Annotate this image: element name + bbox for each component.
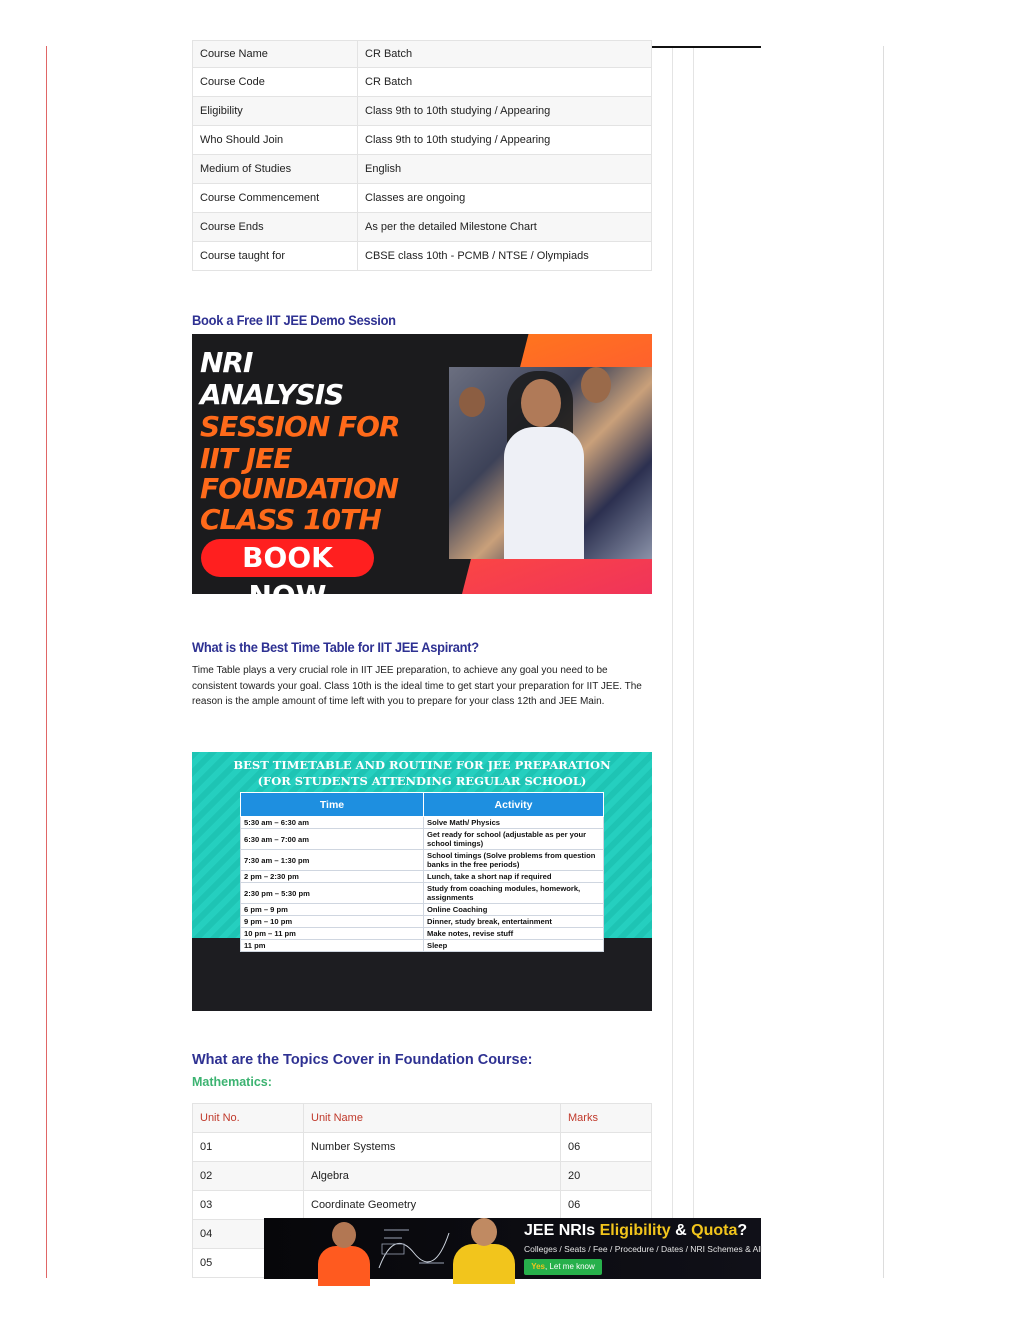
course-info-row <box>193 97 652 126</box>
unit-no: 02 <box>193 1162 304 1191</box>
unit-no: 03 <box>193 1191 304 1220</box>
timetable-time: 6:30 am – 7:00 am <box>241 829 424 850</box>
math-unit-row <box>193 1162 652 1191</box>
jee-nri-ad[interactable] <box>264 1218 761 1279</box>
timetable-row <box>241 916 604 928</box>
course-info-label: Course Commencement <box>193 184 358 213</box>
timetable-activity: Solve Math/ Physics <box>424 817 604 829</box>
banner-line-3: SESSION FOR <box>200 410 400 443</box>
page-right-rule <box>883 46 884 1278</box>
course-info-value: CR Batch <box>358 68 652 97</box>
timetable-time: 5:30 am – 6:30 am <box>241 817 424 829</box>
timetable-paragraph: Time Table plays a very crucial role in IIT JEE preparation, to achieve any goal you need to be consistent towards your goal. Class 10th is the ideal time to get start your preparation for IIT JEE. The reason is the ample amount of time left with you to prepare for your class 12th and JEE Main. <box>192 665 642 707</box>
banner-line-6: CLASS 10TH <box>200 503 381 536</box>
ad-person-right <box>449 1218 519 1279</box>
timetable-activity: Dinner, study break, entertainment <box>424 916 604 928</box>
students-photo <box>449 367 652 559</box>
timetable-row <box>241 871 604 883</box>
banner-line-5: FOUNDATION <box>200 472 399 505</box>
course-info-row <box>193 155 652 184</box>
course-info-label: Course Name <box>193 41 358 68</box>
timetable-table <box>240 792 604 952</box>
timetable-row <box>241 883 604 904</box>
ad-person-left <box>314 1222 374 1279</box>
topics-heading: What are the Topics Cover in Foundation Course: <box>192 1052 533 1068</box>
timetable-row <box>241 928 604 940</box>
ad-headline: JEE NRIs Eligibility & Quota? <box>524 1222 748 1239</box>
timetable-col-activity: Activity <box>424 793 604 817</box>
timetable-row <box>241 850 604 871</box>
course-info-label: Medium of Studies <box>193 155 358 184</box>
timetable-activity: Study from coaching modules, homework, assignments <box>424 883 604 904</box>
timetable-row <box>241 940 604 952</box>
timetable-time: 2:30 pm – 5:30 pm <box>241 883 424 904</box>
course-info-label: Who Should Join <box>193 126 358 155</box>
course-info-row <box>193 41 652 68</box>
timetable-image <box>192 752 652 1011</box>
unit-name: Number Systems <box>304 1133 561 1162</box>
timetable-time: 10 pm – 11 pm <box>241 928 424 940</box>
demo-banner[interactable] <box>192 334 652 612</box>
timetable-heading: What is the Best Time Table for IIT JEE Aspirant? <box>192 639 479 655</box>
banner-line-1: NRI <box>200 346 253 379</box>
sidebar-gutter <box>672 46 694 1278</box>
unit-no: 01 <box>193 1133 304 1162</box>
banner-line-2: ANALYSIS <box>200 378 344 411</box>
ad-cta-button[interactable]: Yes, Let me know <box>524 1259 602 1275</box>
timetable-time: 9 pm – 10 pm <box>241 916 424 928</box>
timetable-activity: Sleep <box>424 940 604 952</box>
timetable-time: 11 pm <box>241 940 424 952</box>
course-info-value: CBSE class 10th - PCMB / NTSE / Olympiads <box>358 242 652 271</box>
timetable-row <box>241 829 604 850</box>
timetable-row <box>241 904 604 916</box>
course-info-row <box>193 126 652 155</box>
ad-subtext: Colleges / Seats / Fee / Procedure / Dates / NRI Schemes & All <box>524 1244 763 1254</box>
course-info-value: As per the detailed Milestone Chart <box>358 213 652 242</box>
course-info-row <box>193 68 652 97</box>
book-now-button[interactable]: BOOK NOW <box>201 539 374 577</box>
course-info-value: CR Batch <box>358 41 652 68</box>
course-info-row <box>193 213 652 242</box>
unit-no: 05 <box>193 1249 304 1278</box>
course-info-row <box>193 184 652 213</box>
course-info-label: Course Code <box>193 68 358 97</box>
course-info-label: Course taught for <box>193 242 358 271</box>
timetable-row <box>241 817 604 829</box>
course-info <box>192 40 652 271</box>
unit-name: Algebra <box>304 1162 561 1191</box>
timetable-time: 6 pm – 9 pm <box>241 904 424 916</box>
ad-formula-board <box>374 1218 454 1279</box>
unit-no: 04 <box>193 1220 304 1249</box>
timetable-col-time: Time <box>241 793 424 817</box>
timetable-activity: School timings (Solve problems from question banks in the free periods) <box>424 850 604 871</box>
math-unit-row <box>193 1133 652 1162</box>
col-unit-no: Unit No. <box>193 1104 304 1133</box>
course-info-row <box>193 242 652 271</box>
timetable-activity: Make notes, revise stuff <box>424 928 604 940</box>
course-info-label: Course Ends <box>193 213 358 242</box>
banner-line-4: IIT JEE <box>200 442 292 475</box>
demo-heading: Book a Free IIT JEE Demo Session <box>192 312 396 328</box>
timetable-time: 7:30 am – 1:30 pm <box>241 850 424 871</box>
unit-name: Coordinate Geometry <box>304 1191 561 1220</box>
timetable-activity: Lunch, take a short nap if required <box>424 871 604 883</box>
page-left-rule <box>46 46 47 1278</box>
unit-marks: 06 <box>561 1133 652 1162</box>
course-info-value: Class 9th to 10th studying / Appearing <box>358 97 652 126</box>
course-info-value: Class 9th to 10th studying / Appearing <box>358 126 652 155</box>
course-info-value: English <box>358 155 652 184</box>
timetable-activity: Online Coaching <box>424 904 604 916</box>
course-info-value: Classes are ongoing <box>358 184 652 213</box>
timetable-time: 2 pm – 2:30 pm <box>241 871 424 883</box>
unit-marks: 20 <box>561 1162 652 1191</box>
course-info-table <box>192 40 652 271</box>
math-unit-row <box>193 1191 652 1220</box>
col-marks: Marks <box>561 1104 652 1133</box>
col-unit-name: Unit Name <box>304 1104 561 1133</box>
unit-marks: 06 <box>561 1191 652 1220</box>
timetable-activity: Get ready for school (adjustable as per your school timings) <box>424 829 604 850</box>
timetable-title: BEST TIMETABLE AND ROUTINE FOR JEE PREPARATION <box>233 758 611 772</box>
timetable-subtitle: (FOR STUDENTS ATTENDING REGULAR SCHOOL) <box>257 774 587 788</box>
course-info-label: Eligibility <box>193 97 358 126</box>
mathematics-subheading: Mathematics: <box>192 1075 272 1089</box>
